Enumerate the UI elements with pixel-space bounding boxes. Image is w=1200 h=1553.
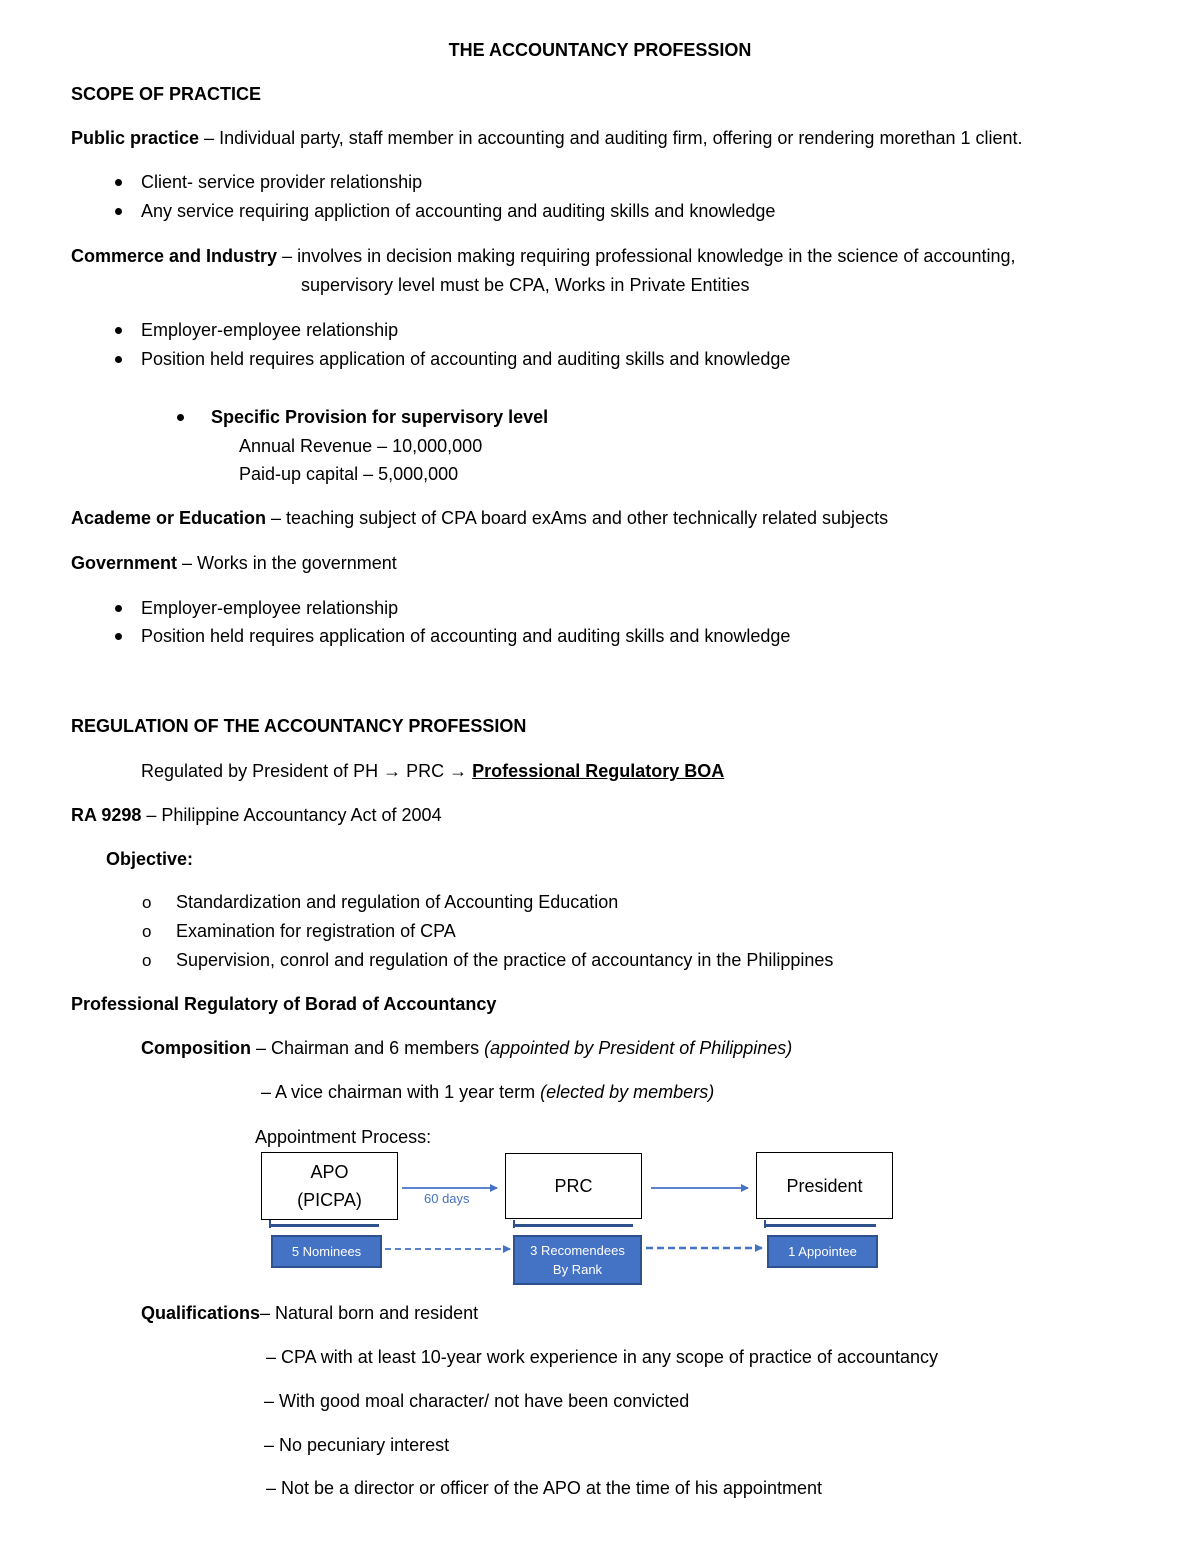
commerce-label: Commerce and Industry [71, 246, 278, 266]
commerce-text-cont: supervisory level must be CPA, Works in Private Entities [301, 275, 750, 295]
chain-end: Professional Regulatory BOA [472, 761, 725, 781]
vice-text: – A vice chairman with 1 year term [261, 1082, 541, 1102]
academe-label: Academe or Education [71, 508, 267, 528]
circle-bullet-icon: o [142, 922, 152, 941]
annual-revenue: Annual Revenue – 10,000,000 [239, 436, 483, 456]
circle-bullet-icon: o [142, 893, 152, 912]
arrow-right-icon: → [383, 761, 402, 781]
list-item: – With good moal character/ not have been convicted [264, 1391, 690, 1411]
list-item: Supervision, conrol and regulation of the practice of accountancy in the Philippines [176, 950, 834, 970]
list-item: Any service requiring appliction of accounting and auditing skills and knowledge [141, 201, 776, 221]
academe-text: – teaching subject of CPA board exAms and other technically related subjects [266, 508, 889, 528]
commerce-text: – involves in decision making requiring professional knowledge in the science of accounting, [277, 246, 1016, 266]
public-practice-text: – Individual party, staff member in accounting and auditing firm, offering or rendering morethan 1 client. [199, 128, 1023, 148]
qualifications-text: – Natural born and resident [260, 1303, 479, 1323]
qualifications-line [141, 1302, 478, 1324]
vice-note: (elected by members) [540, 1082, 715, 1102]
appointment-label: Appointment Process: [255, 1127, 432, 1147]
days-label: 60 days [424, 1191, 470, 1206]
board-heading: Professional Regulatory of Borad of Accountancy [71, 994, 497, 1014]
chain-mid: PRC [401, 761, 450, 781]
list-item: Standardization and regulation of Accounting Education [176, 892, 619, 912]
scope-heading: SCOPE OF PRACTICE [71, 84, 262, 104]
by-rank-label: By Rank [552, 1262, 603, 1277]
arrow-right-icon: → [449, 761, 468, 781]
composition-text: – Chairman and 6 members [251, 1038, 485, 1058]
list-item: – Not be a director or officer of the APO at the time of his appointment [266, 1478, 822, 1498]
paid-up-capital: Paid-up capital – 5,000,000 [239, 464, 459, 484]
public-practice-label: Public practice [71, 128, 200, 148]
list-item: Position held requires application of accounting and auditing skills and knowledge [141, 349, 791, 369]
list-item: – No pecuniary interest [264, 1435, 450, 1455]
list-item: Employer-employee relationship [141, 598, 399, 618]
specific-provision-label: Specific Provision for supervisory level [211, 407, 549, 427]
circle-bullet-icon: o [142, 951, 152, 970]
regulation-heading: REGULATION OF THE ACCOUNTANCY PROFESSION [71, 716, 527, 736]
composition-label: Composition [141, 1038, 251, 1058]
composition-note: (appointed by President of Philippines) [484, 1038, 793, 1058]
ra-label: RA 9298 [71, 805, 142, 825]
qualifications-label: Qualifications [141, 1303, 261, 1323]
picpa-label: (PICPA) [297, 1190, 362, 1210]
government-text: – Works in the government [177, 553, 397, 573]
list-item: Position held requires application of accounting and auditing skills and knowledge [141, 626, 791, 646]
president-label: President [786, 1175, 863, 1196]
list-item: Examination for registration of CPA [176, 921, 456, 941]
appointee-label: 1 Appointee [788, 1244, 857, 1259]
government-label: Government [71, 553, 178, 573]
list-item: – CPA with at least 10-year work experience in any scope of practice of accountancy [266, 1347, 939, 1367]
recomendees-label: 3 Recomendees [530, 1243, 625, 1258]
prc-label: PRC [554, 1176, 593, 1196]
nominees-label: 5 Nominees [291, 1244, 362, 1259]
list-item: Employer-employee relationship [141, 320, 399, 340]
page-title: THE ACCOUNTANCY PROFESSION [448, 40, 752, 60]
chain-prefix: Regulated by President of PH [141, 761, 384, 781]
ra-text: – Philippine Accountancy Act of 2004 [141, 805, 442, 825]
objective-label: Objective: [106, 849, 194, 869]
apo-label: APO [310, 1162, 349, 1182]
list-item: Client- service provider relationship [141, 172, 423, 192]
